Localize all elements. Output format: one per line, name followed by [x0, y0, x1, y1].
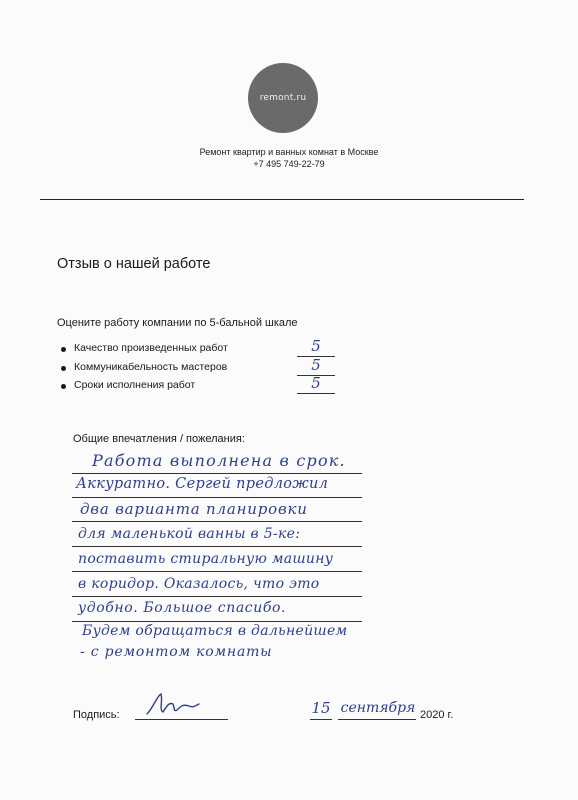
writing-line: [72, 473, 362, 474]
date-month-line: [338, 719, 416, 720]
handwritten-line: поставить стиральную машину: [78, 551, 334, 567]
writing-line: [72, 521, 362, 522]
signature-line: [135, 719, 228, 720]
writing-line: [72, 596, 362, 597]
writing-line: [72, 571, 362, 572]
handwritten-line: для маленькой ванны в 5-ке:: [78, 526, 301, 542]
rating-value: 5: [311, 356, 321, 374]
writing-line: [72, 546, 362, 547]
date-day-line: [310, 719, 332, 720]
date-month: сентября: [340, 700, 416, 716]
handwritten-signature: [143, 690, 203, 718]
rating-value: 5: [311, 337, 321, 355]
handwritten-line: - с ремонтом комнаты: [80, 644, 273, 660]
rating-row-deadlines: [57, 374, 357, 395]
company-logo: [248, 63, 318, 133]
rating-label: Сроки исполнения работ: [74, 379, 196, 391]
rating-label: Качество произведенных работ: [74, 342, 228, 354]
impressions-label: Общие впечатления / пожелания:: [73, 433, 245, 445]
writing-line: [72, 497, 362, 498]
rating-label: Коммуникабельность мастеров: [74, 361, 228, 373]
handwritten-line: удобно. Большое спасибо.: [78, 600, 287, 616]
handwritten-line: в коридор. Оказалось, что это: [78, 576, 320, 592]
handwritten-line: Аккуратно. Сергей предложил: [76, 476, 329, 492]
handwritten-line: два варианта планировки: [80, 500, 308, 518]
rating-answer-line: [297, 393, 335, 394]
date-day: 15: [311, 699, 331, 717]
writing-line: [72, 621, 362, 622]
handwritten-line: Работа выполнена в срок.: [92, 451, 346, 470]
rating-value: 5: [311, 374, 321, 392]
rating-prompt: Оцените работу компании по 5-бальной шкале: [57, 317, 298, 329]
bullet-icon: [61, 347, 66, 352]
handwritten-line: Будем обращаться в дальнейшем: [82, 623, 348, 639]
date-year: 2020 г.: [420, 709, 454, 721]
company-description: Ремонт квартир и ванных комнат в Москве: [199, 147, 379, 157]
logo-text: remont.ru: [259, 93, 307, 103]
bullet-icon: [61, 366, 66, 371]
signature-label: Подпись:: [73, 709, 120, 721]
company-phone: +7 495 749-22-79: [253, 159, 325, 169]
bullet-icon: [61, 384, 66, 389]
header-divider: [40, 199, 524, 200]
form-title: Отзыв о нашей работе: [57, 256, 211, 272]
